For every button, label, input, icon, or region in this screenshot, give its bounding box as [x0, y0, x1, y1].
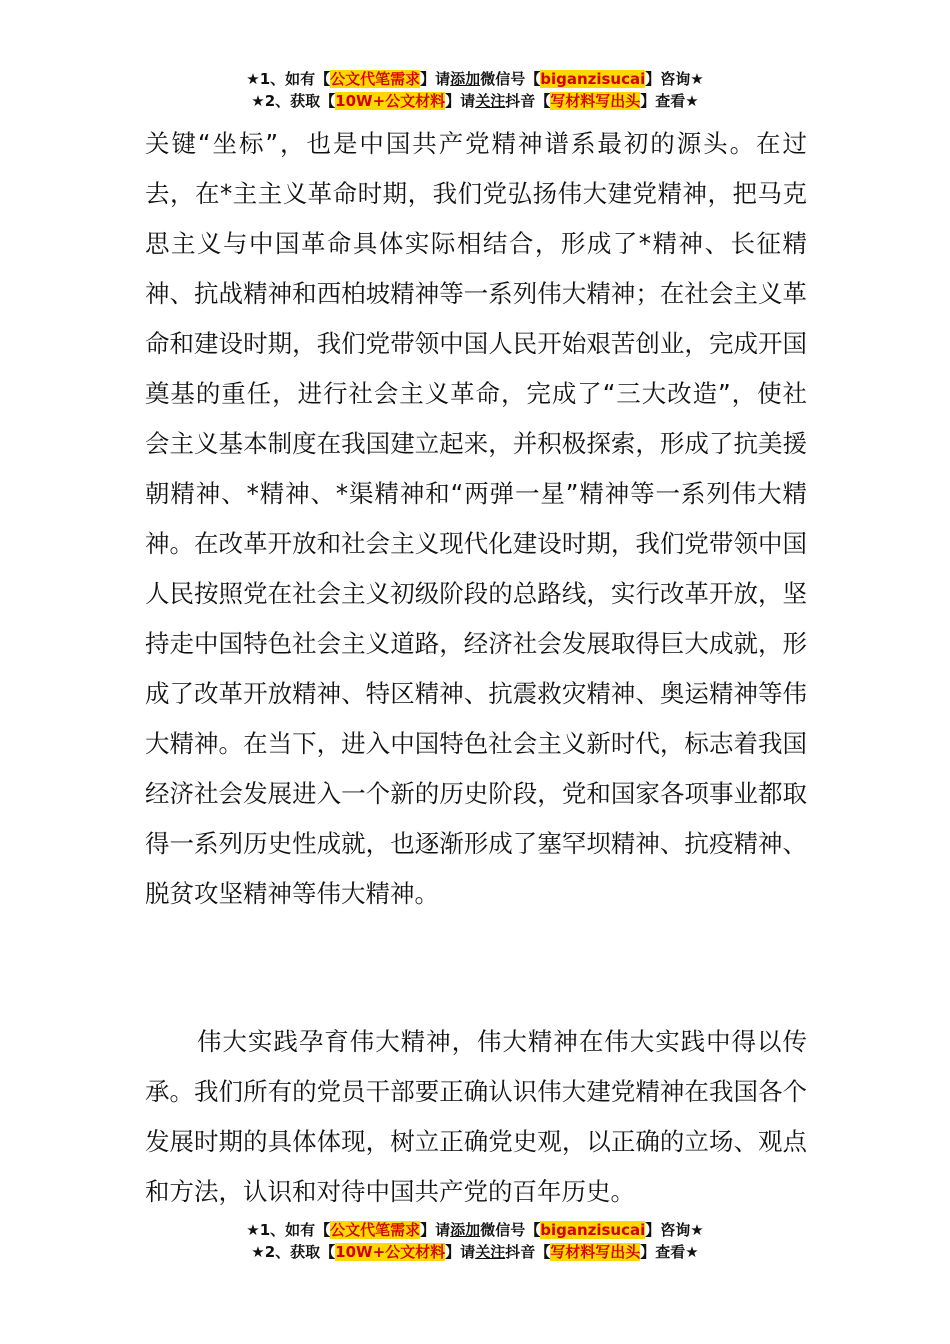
highlight-wechat-id: biganzisucai: [540, 1221, 646, 1239]
footer-banner: [0, 1219, 950, 1263]
banner-line-1: [0, 1219, 950, 1241]
body-paragraph-2: 伟大实践孕育伟大精神，伟大精神在伟大实践中得以传承。我们所有的党员干部要正确认识伟大建党精神在我国各个发展时期的具体体现，树立正确党史观，以正确的立场、观点和方法，认识和对待中国共产党的百年历史。: [145, 1027, 807, 1206]
highlight-materials: 10W+公文材料: [335, 92, 446, 110]
banner-text: 抖音【: [505, 1243, 551, 1261]
header-banner: [0, 68, 950, 112]
banner-text: 】请: [420, 1221, 451, 1239]
star-icon: ★: [246, 70, 260, 88]
banner-text: 2、获取【: [264, 92, 336, 110]
banner-line-2: [0, 1241, 950, 1263]
underlined-text: 关注: [475, 92, 506, 110]
highlight-materials: 10W+公文材料: [335, 1243, 446, 1261]
highlight-wechat-id: biganzisucai: [540, 70, 646, 88]
star-icon: ★: [251, 1243, 265, 1261]
highlight-douyin: 写材料写出头: [550, 1243, 641, 1261]
star-icon: ★: [685, 92, 699, 110]
star-icon: ★: [690, 1221, 704, 1239]
banner-text: 2、获取【: [264, 1243, 336, 1261]
highlight-douyin: 写材料写出头: [550, 92, 641, 110]
underlined-text: 添加: [450, 70, 481, 88]
star-icon: ★: [685, 1243, 699, 1261]
star-icon: ★: [251, 92, 265, 110]
banner-line-2: [0, 90, 950, 112]
star-icon: ★: [690, 70, 704, 88]
banner-text: 】查看: [640, 1243, 686, 1261]
highlight-service: 公文代笔需求: [330, 70, 421, 88]
banner-text: 微信号【: [480, 70, 541, 88]
banner-text: 1、如有【: [259, 70, 331, 88]
banner-text: 1、如有【: [259, 1221, 331, 1239]
banner-text: 抖音【: [505, 92, 551, 110]
banner-text: 】请: [445, 1243, 476, 1261]
banner-text: 】咨询: [645, 1221, 691, 1239]
banner-text: 微信号【: [480, 1221, 541, 1239]
banner-line-1: [0, 68, 950, 90]
banner-text: 】查看: [640, 92, 686, 110]
body-paragraph-1: 关键“坐标”，也是中国共产党精神谱系最初的源头。在过去，在*主主义革命时期，我们党弘扬伟大建党精神，把马克思主义与中国革命具体实际相结合，形成了*精神、长征精神、抗战精神和西柏坡精神等一系列伟大精神；在社会主义革命和建设时期，我们党带领中国人民开始艰苦创业，完成开国奠基的重任，进行社会主义革命，完成了“三大改造”，使社会主义基本制度在我国建立起来，并积极探索，形成了抗美援朝精神、*精神、*渠精神和“两弹一星”精神等一系列伟大精神。在改革开放和社会主义现代化建设时期，我们党带领中国人民按照党在社会主义初级阶段的总路线，实行改革开放，坚持走中国特色社会主义道路，经济社会发展取得巨大成就，形成了改革开放精神、特区精神、抗震救灾精神、奥运精神等伟大精神。在当下，进入中国特色社会主义新时代，标志着我国经济社会发展进入一个新的历史阶段，党和国家各项事业都取得一系列历史性成就，也逐渐形成了塞罕坝精神、抗疫精神、脱贫攻坚精神等伟大精神。: [145, 129, 807, 908]
banner-text: 】咨询: [645, 70, 691, 88]
underlined-text: 关注: [475, 1243, 506, 1261]
banner-text: 】请: [420, 70, 451, 88]
underlined-text: 添加: [450, 1221, 481, 1239]
highlight-service: 公文代笔需求: [330, 1221, 421, 1239]
banner-text: 】请: [445, 92, 476, 110]
star-icon: ★: [246, 1221, 260, 1239]
